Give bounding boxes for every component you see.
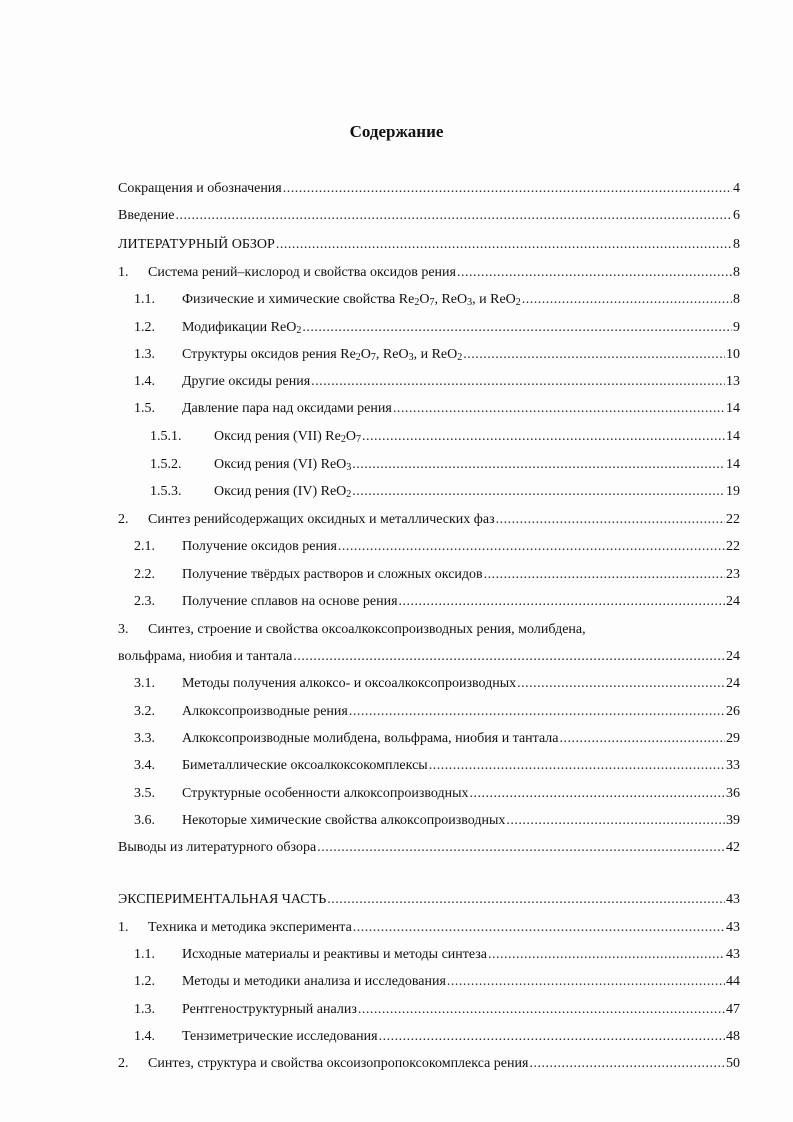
toc-page-number: 8 [733,237,740,252]
dot-leader [393,400,725,418]
dot-leader [283,180,732,198]
toc-entry[interactable] [134,730,740,748]
toc-entry[interactable] [134,757,740,775]
toc-entry-first-line[interactable] [118,621,586,639]
toc-entry[interactable] [134,319,740,337]
toc-entry[interactable] [118,236,740,254]
toc-page-number: 24 [726,649,740,664]
page-title: Содержание [349,122,444,141]
dot-leader [276,236,732,254]
dot-leader [457,264,732,282]
dot-leader [302,319,732,337]
toc-page-number: 6 [733,208,740,223]
toc-page-number: 48 [726,1029,740,1044]
toc-page-number: 50 [726,1056,740,1071]
toc-entry-text: Тензиметрические исследования [182,1029,378,1044]
toc-entry[interactable] [134,973,740,991]
dot-leader [349,703,725,721]
toc-entry-number: 2.2. [134,567,155,582]
dot-leader [447,973,725,991]
dot-leader [529,1055,725,1073]
toc-entry-text: Сокращения и обозначения [118,181,282,196]
toc-page-number: 47 [726,1002,740,1017]
dot-leader [463,346,725,364]
toc-entry-text: Некоторые химические свойства алкоксопроизводных [182,813,506,828]
dot-leader [358,1001,725,1019]
dot-leader [293,648,725,666]
dot-leader [429,757,725,775]
toc-entry[interactable] [150,456,740,474]
toc-entry-text: Получение сплавов на основе рения [182,594,398,609]
toc-entry-text: Модификации ReO$_2$ [182,320,302,336]
toc-entry-text: Получение оксидов рения [182,539,337,554]
toc-entry-number: 1.4. [134,1029,155,1044]
toc-entry[interactable] [134,812,740,830]
toc-entry-number: 3.6. [134,813,155,828]
dot-leader [352,456,725,474]
dot-leader [317,839,725,857]
toc-entry-text: Введение [118,208,175,223]
dot-leader [311,373,725,391]
toc-entry-text: Структуры оксидов рения $Re_2O_7$, ReO$_3$, и ReO$_2$ [182,347,463,363]
toc-entry-text: Синтез, структура и свойства оксоизопропоксокомплекса рения [148,1056,529,1071]
toc-page-number: 14 [726,457,740,472]
toc-page-number: 13 [726,374,740,389]
toc-entry[interactable] [134,703,740,721]
toc-entry-number: 1.5.3. [150,484,182,499]
toc-entry-number: 2. [118,512,129,527]
toc-entry[interactable] [134,946,740,964]
dot-leader [327,891,725,909]
toc-page-number: 19 [726,484,740,499]
toc-page-number: 36 [726,786,740,801]
toc-entry-text: Оксид рения (IV) ReO$_2$ [214,484,352,500]
dot-leader [560,730,725,748]
dot-leader [470,785,725,803]
toc-entry-text: Рентгеноструктурный анализ [182,1002,357,1017]
toc-entry[interactable] [118,919,740,937]
toc-entry-number: 1.3. [134,347,155,362]
toc-entry[interactable] [118,1055,740,1073]
toc-entry-number: 1.5. [134,401,155,416]
toc-entry[interactable] [134,566,740,584]
toc-entry-text: Физические и химические свойства $Re_2O_7$, ReO$_3$, и ReO$_2$ [182,292,521,308]
toc-page-number: 9 [733,320,740,335]
toc-page-number: 8 [733,265,740,280]
toc-page-number: 44 [726,974,740,989]
toc-entry[interactable] [134,373,740,391]
dot-leader [399,593,725,611]
toc-entry-number: 1.2. [134,974,155,989]
toc-page-number: 22 [726,512,740,527]
toc-entry-text: Алкоксопроизводные молибдена, вольфрама, ниобия и тантала [182,731,559,746]
toc-entry-text: Давление пара над оксидами рения [182,401,392,416]
dot-leader [175,207,732,225]
toc-entry-text: Биметаллические оксоалкоксокомплексы [182,758,428,773]
toc-entry-number: 2. [118,1056,129,1071]
dot-leader [517,675,725,693]
toc-entry-number: 3.1. [134,676,155,691]
toc-entry-number: 3.5. [134,786,155,801]
toc-page-number: 24 [726,676,740,691]
toc-entry-text: Оксид рения (VI) ReO$_3$ [214,457,352,473]
toc-entry-number: 3. [118,622,129,637]
toc-entry-text: вольфрама, ниобия и тантала [118,649,293,664]
toc-entry[interactable] [134,593,740,611]
toc-entry[interactable] [118,207,740,225]
toc-page-number: 43 [726,892,740,907]
toc-entry-number: 1.3. [134,1002,155,1017]
toc-entry[interactable] [134,291,740,309]
toc-page-number: 22 [726,539,740,554]
toc-entry-number: 2.3. [134,594,155,609]
toc-entry-number: 1.4. [134,374,155,389]
toc-page-number: 14 [726,429,740,444]
toc-entry-number: 1. [118,265,129,280]
toc-page-number: 24 [726,594,740,609]
toc-page-number: 43 [726,920,740,935]
dot-leader [484,566,725,584]
toc-entry[interactable] [118,511,740,529]
toc-entry-text: Техника и методика эксперимента [148,920,352,935]
toc-entry-text: Выводы из литературного обзора [118,840,317,855]
dot-leader [338,538,725,556]
toc-entry-text: Система рений–кислород и свойства оксидов рения [148,265,456,280]
toc-entry-number: 1.1. [134,292,155,307]
toc-entry[interactable] [118,180,740,198]
toc-entry[interactable] [134,1001,740,1019]
toc-page-number: 8 [733,292,740,307]
toc-entry-number: 2.1. [134,539,155,554]
toc-entry-text: Алкоксопроизводные рения [182,704,348,719]
dot-leader [522,291,732,309]
toc-entry[interactable] [134,675,740,693]
toc-entry-number: 3.4. [134,758,155,773]
toc-entry[interactable] [118,264,740,282]
toc-page-number: 14 [726,401,740,416]
toc-entry-number: 1.5.1. [150,429,182,444]
toc-entry-text: Структурные особенности алкоксопроизводных [182,786,469,801]
toc-entry-number: 3.3. [134,731,155,746]
toc-page-number: 33 [726,758,740,773]
toc-entry[interactable] [118,839,740,857]
toc-entry-text: ЛИТЕРАТУРНЫЙ ОБЗОР [118,237,275,252]
toc-entry-text: Методы получения алкоксо- и оксоалкоксопроизводных [182,676,517,691]
toc-entry-text: Оксид рения (VII) $Re_2O_7$ [214,429,361,445]
dot-leader [506,812,725,830]
toc-entry-number: 3.2. [134,704,155,719]
dot-leader [488,946,725,964]
toc-page-number: 39 [726,813,740,828]
dot-leader [352,483,725,501]
toc-entry-text: ЭКСПЕРИМЕНТАЛЬНАЯ ЧАСТЬ [118,892,327,907]
toc-entry[interactable] [134,538,740,556]
toc-page-number: 26 [726,704,740,719]
toc-page-number: 43 [726,947,740,962]
toc-entry[interactable] [134,785,740,803]
dot-leader [362,428,725,446]
toc-entry[interactable] [134,1028,740,1046]
toc-entry-text: Получение твёрдых растворов и сложных оксидов [182,567,483,582]
toc-entry[interactable] [118,648,740,666]
toc-entry-number: 1.1. [134,947,155,962]
toc-page-number: 23 [726,567,740,582]
toc-entry-text: Исходные материалы и реактивы и методы синтеза [182,947,488,962]
toc-entry[interactable] [134,346,740,364]
toc-page-number: 42 [726,840,740,855]
dot-leader [379,1028,725,1046]
toc-entry[interactable] [150,428,740,446]
toc-entry-text: Методы и методики анализа и исследования [182,974,446,989]
toc-page-number: 29 [726,731,740,746]
dot-leader [353,919,725,937]
toc-entry-text: Синтез ренийсодержащих оксидных и металлических фаз [148,512,495,527]
toc-entry-number: 1.5.2. [150,457,182,472]
toc-entry[interactable] [150,483,740,501]
toc-entry-text: Другие оксиды рения [182,374,311,389]
toc-entry[interactable] [118,891,740,909]
toc-entry-text: Синтез, строение и свойства оксоалкоксопроизводных рения, молибдена, [148,622,586,637]
toc-entry-number: 1.2. [134,320,155,335]
toc-page-number: 4 [733,181,740,196]
toc-entry-number: 1. [118,920,129,935]
toc-entry[interactable] [134,400,740,418]
dot-leader [496,511,725,529]
toc-page-number: 10 [726,347,740,362]
